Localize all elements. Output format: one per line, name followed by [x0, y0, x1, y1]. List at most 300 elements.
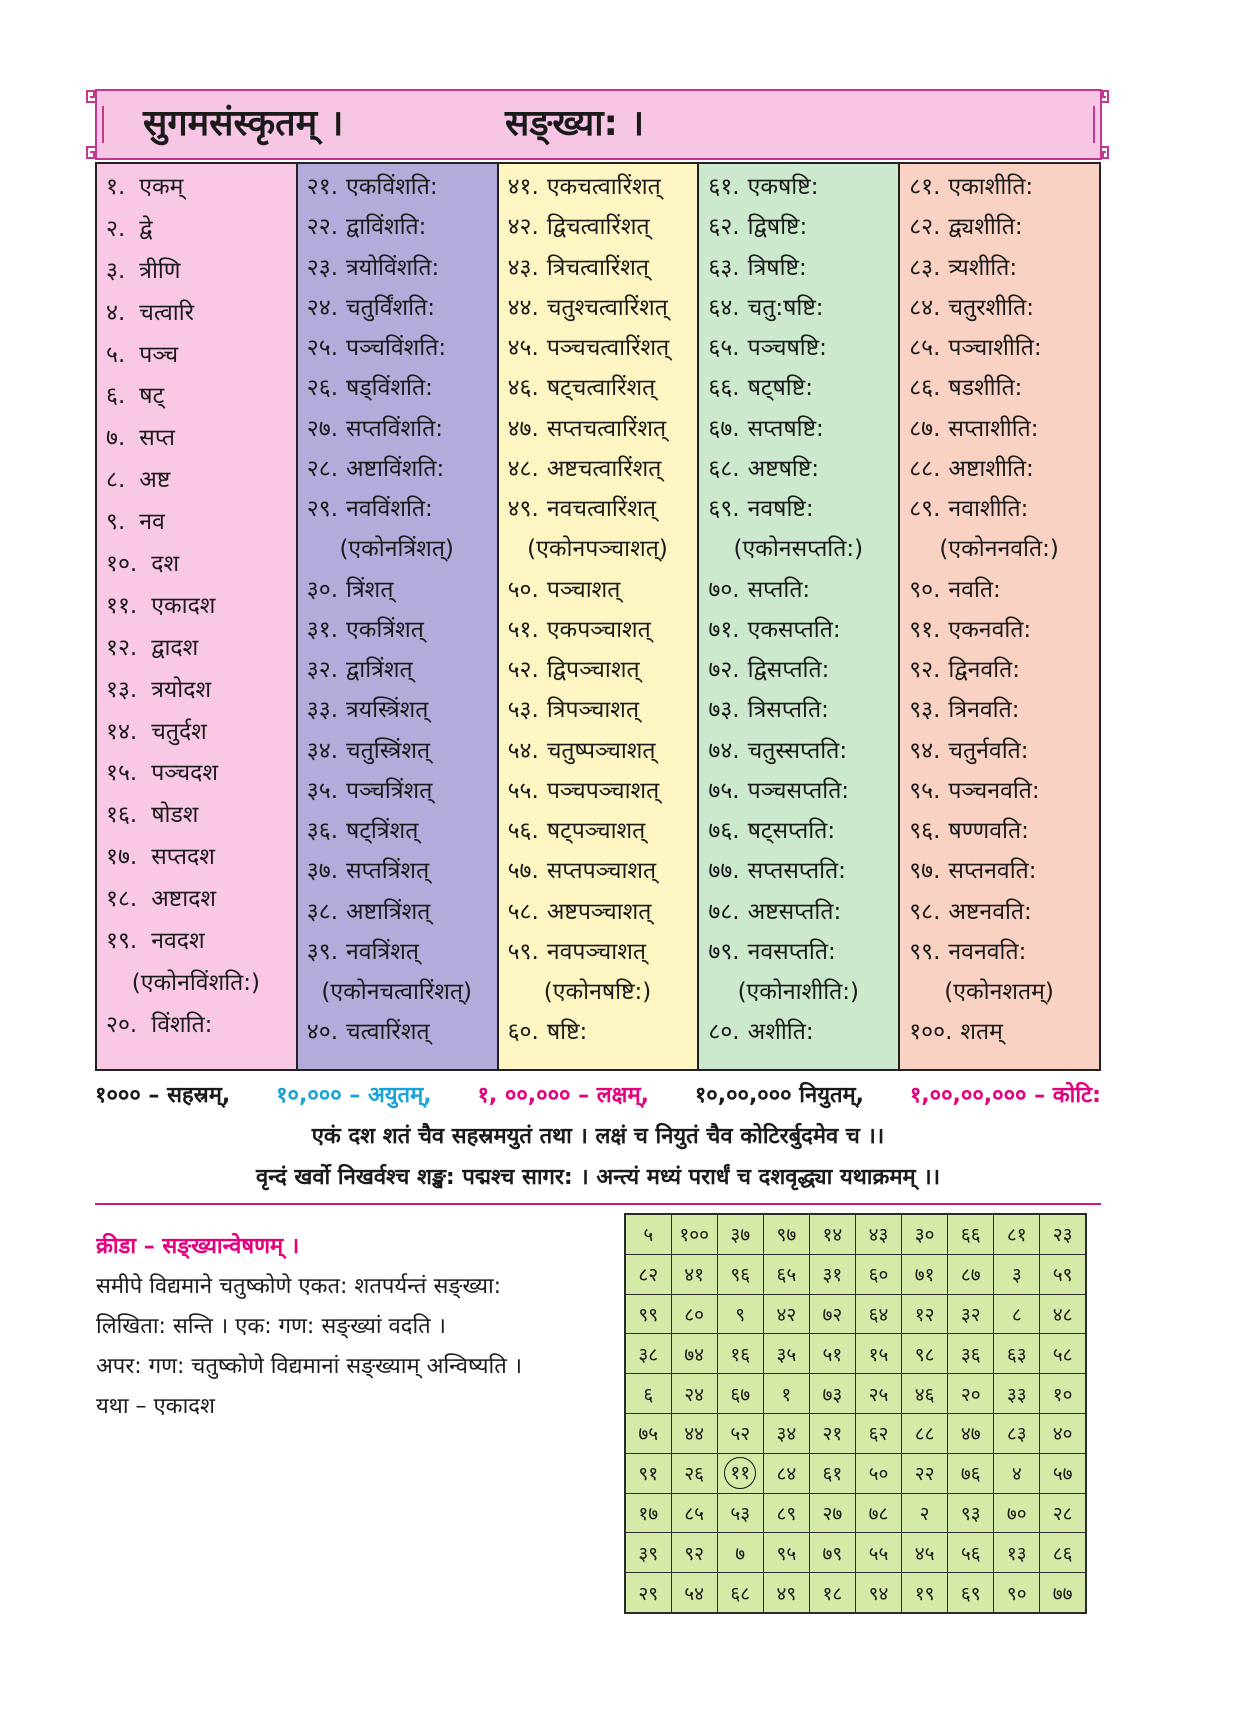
grid-cell: ८८ [902, 1413, 948, 1453]
grid-cell: ८६ [1040, 1533, 1086, 1573]
number-row [106, 670, 292, 712]
numeral: ८०. [708, 1019, 740, 1046]
grid-cell: ६६ [948, 1214, 994, 1254]
alternate-name: (एकोनपञ्चाशत्) [527, 536, 668, 563]
numeral: ४४. [507, 294, 539, 321]
number-word: विंशति: [151, 1011, 213, 1038]
number-row [508, 167, 694, 207]
number-row [106, 167, 292, 209]
numeral: ९०. [909, 576, 941, 603]
grid-cell: ६२ [855, 1413, 901, 1453]
grid-cell: ८७ [948, 1254, 994, 1294]
lesson-title: सङ्ख्या: । [505, 103, 645, 144]
alternate-name: (एकोननवति:) [939, 536, 1059, 563]
grid-cell: ५ [625, 1214, 671, 1254]
grid-cell: ९८ [902, 1334, 948, 1374]
number-row [106, 753, 292, 795]
number-word: षोडश [151, 802, 199, 829]
number-row [508, 811, 694, 851]
grid-cell: ८४ [763, 1453, 809, 1493]
number-row [106, 293, 292, 335]
number-word: षण्णवति: [948, 818, 1029, 844]
number-row [909, 610, 1095, 650]
numeral: ७५. [708, 777, 740, 804]
number-word: द्विसप्तति: [747, 657, 830, 683]
number-row [508, 328, 694, 368]
number-row [708, 1012, 894, 1052]
alternate-name: (एकोनचत्वारिंशत्) [321, 979, 472, 1005]
grid-cell: ४४ [671, 1413, 717, 1453]
numeral: ८१. [909, 174, 941, 200]
number-row [508, 248, 694, 288]
number-word: नवपञ्चाशत् [546, 938, 646, 965]
grid-cell: ३८ [625, 1334, 671, 1374]
numeral: ६९. [708, 496, 740, 522]
number-word: सप्तनवति: [948, 858, 1037, 885]
number-word: चत्वारि [139, 299, 195, 326]
number-row [106, 712, 292, 754]
grid-cell: ३६ [948, 1334, 994, 1374]
grid-cell: ६९ [948, 1573, 994, 1613]
grid-cell: ६१ [809, 1453, 855, 1493]
grid-cell: ४ [994, 1453, 1040, 1493]
number-word: त्रीणि [139, 257, 181, 284]
grid-cell: ३५ [763, 1334, 809, 1374]
number-row [708, 610, 894, 650]
number-row [307, 811, 493, 851]
numeral: ४०. [306, 1019, 339, 1046]
number-row [909, 368, 1095, 408]
number-row [909, 650, 1095, 690]
numeral: ३९. [306, 938, 339, 965]
number-word: सप्तति: [747, 576, 811, 603]
number-word: शतम् [960, 1019, 1003, 1046]
grid-cell: १९ [902, 1573, 948, 1613]
grid-cell: २८ [1040, 1493, 1086, 1533]
numeral: १. [106, 174, 126, 200]
grid-cell: २३ [1040, 1214, 1086, 1254]
numeral: ६४. [708, 294, 740, 321]
grid-cell: ८९ [763, 1493, 809, 1533]
numeral: ५४. [507, 737, 539, 764]
grid-cell: २७ [809, 1493, 855, 1533]
numeral: २७. [306, 415, 339, 442]
numeral: १८. [106, 886, 138, 913]
grid-cell: ३७ [717, 1214, 763, 1254]
grid-cell: २४ [671, 1374, 717, 1414]
numeral: ४६. [507, 375, 539, 402]
grid-cell: ९ [717, 1294, 763, 1334]
number-word: द्विपञ्चाशत् [546, 657, 640, 683]
number-row [307, 1012, 493, 1052]
number-word: अष्टषष्टि: [747, 455, 820, 482]
number-row [708, 932, 894, 972]
number-row [106, 1005, 292, 1047]
grid-cell: १० [1040, 1374, 1086, 1414]
grid-cell: ३ [994, 1254, 1040, 1294]
number-word: द्विषष्टि: [747, 214, 808, 241]
number-row [508, 610, 694, 650]
instruction-line: समीपे विद्यमाने चतुष्कोणे एकत: शतपर्यन्तं सङ्ख्या: [96, 1274, 502, 1299]
number-row [909, 409, 1095, 449]
number-row [508, 449, 694, 489]
numeral: २८. [306, 455, 339, 482]
number-row [106, 335, 292, 377]
number-word: एकम् [139, 174, 184, 200]
place-value-term: १०,००,००० नियुतम्, [694, 1083, 865, 1108]
number-word: पञ्चत्रिंशत् [346, 777, 433, 804]
place-value-term: १०,००० – अयुतम्, [276, 1083, 432, 1108]
number-word: अष्ट [139, 467, 171, 494]
number-word: पञ्चपञ्चाशत् [546, 777, 660, 804]
grid-cell: ९४ [855, 1573, 901, 1613]
numeral: ५३. [507, 697, 539, 724]
grid-cell: ९१ [625, 1453, 671, 1493]
grid-cell: ८१ [994, 1214, 1040, 1254]
number-row [106, 460, 292, 502]
grid-cell: १२ [902, 1294, 948, 1334]
number-word: पञ्च [139, 341, 179, 368]
number-table [95, 162, 1101, 1071]
banner-corner-ornament [1101, 91, 1108, 102]
numeral: ४९. [507, 496, 539, 522]
grid-cell: १४ [809, 1214, 855, 1254]
grid-cell: ७९ [809, 1533, 855, 1573]
number-row [106, 795, 292, 837]
number-row [508, 690, 694, 730]
grid-cell: ६७ [717, 1374, 763, 1414]
numeral: ३४. [306, 737, 339, 764]
grid-cell: ८३ [994, 1413, 1040, 1453]
grid-cell: ६५ [763, 1254, 809, 1294]
number-row [708, 489, 894, 529]
grid-cell: २ [902, 1493, 948, 1533]
numeral: ७९. [708, 938, 740, 965]
number-column [699, 164, 900, 1069]
number-word: त्रिंशत् [346, 576, 394, 603]
number-word: नवति: [948, 576, 1001, 603]
number-row [909, 1012, 1095, 1052]
numeral: ६६. [708, 375, 740, 402]
numeral: २०. [106, 1011, 138, 1038]
alternate-name: (एकोनशतम्) [944, 979, 1054, 1005]
book-title: सुगमसंस्कृतम् । [143, 103, 344, 144]
number-row [307, 570, 493, 610]
grid-cell: ८५ [671, 1493, 717, 1533]
grid-row [625, 1254, 1086, 1294]
number-word: नवत्रिंशत् [346, 938, 419, 965]
number-word: त्रयस्त्रिंशत् [346, 697, 429, 724]
number-row [708, 288, 894, 328]
numeral: ९४. [909, 737, 941, 764]
number-row [106, 628, 292, 670]
grid-body [625, 1214, 1086, 1613]
numeral: ३. [106, 257, 126, 284]
numeral: ८. [106, 467, 126, 494]
grid-cell: ५४ [671, 1573, 717, 1613]
numeral: ७६. [708, 818, 740, 844]
number-row [106, 251, 292, 293]
number-row [106, 544, 292, 586]
number-word: चतुस्सप्तति: [747, 737, 848, 764]
number-row [708, 690, 894, 730]
numeral: ७२. [708, 657, 740, 683]
numeral: ९. [106, 509, 126, 536]
number-row [508, 489, 694, 529]
grid-cell: ७३ [809, 1374, 855, 1414]
number-word: एकत्रिंशत् [346, 616, 424, 643]
circled-number: ११ [724, 1457, 756, 1489]
number-word: षट्सप्तति: [747, 818, 836, 844]
number-word: सप्तदश [151, 844, 215, 871]
numeral: ७८. [708, 898, 740, 925]
number-word: सप्तसप्तति: [747, 858, 846, 885]
number-word: त्रिषष्टि: [747, 254, 807, 281]
number-row [909, 328, 1095, 368]
number-word: नवविंशति: [346, 496, 433, 522]
number-word: त्रिनवति: [948, 697, 1020, 724]
numeral: ९७. [909, 858, 941, 885]
number-word: षट् [139, 383, 165, 410]
numeral: ९५. [909, 777, 941, 804]
numeral: ४२. [507, 214, 539, 241]
grid-cell: १६ [717, 1334, 763, 1374]
grid-cell: ३४ [763, 1413, 809, 1453]
number-row [708, 731, 894, 771]
grid-cell: ९७ [763, 1214, 809, 1254]
number-word: अष्टपञ्चाशत् [546, 898, 652, 925]
grid-row [625, 1374, 1086, 1414]
grid-cell: ४२ [763, 1294, 809, 1334]
grid-cell: ६ [625, 1374, 671, 1414]
number-row [909, 167, 1095, 207]
grid-cell: ६४ [855, 1294, 901, 1334]
number-row [508, 1012, 694, 1052]
number-word: द्विनवति: [948, 657, 1020, 683]
number-row [708, 851, 894, 891]
verse-line: वृन्दं खर्वो निखर्वश्च शङ्ख: पद्मश्च सागर: । अन्त्यं मध्यं परार्धं च दशवृद्ध्या यथाक्रमम् ।। [255, 1165, 941, 1190]
numeral: ७३. [708, 697, 740, 724]
grid-cell: ९५ [763, 1533, 809, 1573]
grid-row [625, 1453, 1086, 1493]
numeral: ६५. [708, 335, 740, 361]
grid-cell: ६० [855, 1254, 901, 1294]
numeral: १००. [909, 1019, 953, 1046]
number-row [708, 650, 894, 690]
number-word: एकचत्वारिंशत् [546, 174, 661, 200]
alternate-name: (एकोनविंशति:) [131, 969, 261, 996]
grid-cell: ८२ [625, 1254, 671, 1294]
number-row [307, 771, 493, 811]
grid-cell: ९३ [948, 1493, 994, 1533]
numeral: ९६. [909, 818, 941, 844]
grid-cell: ५१ [809, 1334, 855, 1374]
grid-cell: १०० [671, 1214, 717, 1254]
number-word: एकषष्टि: [747, 174, 819, 200]
number-row [307, 449, 493, 489]
number-word: नवदश [151, 928, 205, 955]
numeral: ३२. [306, 657, 339, 683]
numeral: १७. [106, 844, 138, 871]
grid-cell: ४८ [1040, 1294, 1086, 1334]
numeral: ९१. [909, 616, 941, 643]
numeral: ४८. [507, 455, 539, 482]
numeral: ७१. [708, 616, 740, 643]
numeral: २२. [306, 214, 339, 241]
number-word: अष्टसप्तति: [747, 898, 842, 925]
numeral: ६. [106, 383, 126, 410]
numeral: ६३. [708, 254, 740, 281]
numeral: ८९. [909, 496, 941, 522]
number-row [909, 489, 1095, 529]
numeral: ३०. [306, 576, 339, 603]
number-word: एकविंशति: [346, 174, 438, 200]
numeral: ५२. [507, 657, 539, 683]
number-row [508, 851, 694, 891]
numeral: ३६. [306, 818, 339, 844]
number-column [499, 164, 700, 1069]
divider-rule [95, 1203, 1101, 1205]
numeral: ८२. [909, 214, 941, 241]
grid-cell: २० [948, 1374, 994, 1414]
numeral: ३३. [306, 697, 339, 724]
grid-cell: ३१ [809, 1254, 855, 1294]
numeral: ७४. [708, 737, 740, 764]
number-word: द्वाविंशति: [346, 214, 427, 241]
number-row [508, 892, 694, 932]
grid-row [625, 1294, 1086, 1334]
number-row [708, 771, 894, 811]
number-word: अष्टाशीति: [948, 455, 1034, 482]
grid-cell: ४५ [902, 1533, 948, 1573]
grid-row [625, 1413, 1086, 1453]
number-word: पञ्चाशीति: [948, 335, 1042, 361]
number-word: द्व्यशीति: [948, 214, 1023, 241]
grid-row [625, 1493, 1086, 1533]
numeral: ७७. [708, 858, 740, 885]
numeral: ४१. [507, 174, 539, 200]
number-row [909, 449, 1095, 489]
numeral: ११. [106, 592, 138, 619]
title-banner [84, 88, 1110, 162]
numeral: ९२. [909, 657, 941, 683]
number-word: पञ्चचत्वारिंशत् [546, 335, 670, 361]
number-column [900, 164, 1099, 1069]
number-row [106, 376, 292, 418]
grid-cell: ५९ [1040, 1254, 1086, 1294]
number-word: त्रयोविंशति: [346, 254, 440, 281]
number-row [307, 328, 493, 368]
number-row [909, 207, 1095, 247]
numeral: ३८. [306, 898, 339, 925]
numeral: ८७. [909, 415, 941, 442]
numeral: ८४. [909, 294, 941, 321]
place-value-term: १,००,००,००० – कोटि: [909, 1083, 1101, 1108]
number-word: षट्चत्वारिंशत् [546, 375, 656, 402]
number-word: त्रिपञ्चाशत् [546, 697, 640, 724]
grid-cell: २२ [902, 1453, 948, 1493]
number-row [909, 892, 1095, 932]
number-word: अष्टादश [151, 886, 217, 913]
number-row [307, 690, 493, 730]
grid-cell: २५ [855, 1374, 901, 1414]
number-word: पञ्चनवति: [948, 777, 1040, 804]
numeral: ४७. [507, 415, 539, 442]
grid-cell: ७८ [855, 1493, 901, 1533]
grid-cell: ४९ [763, 1573, 809, 1613]
grid-cell: ४० [1040, 1413, 1086, 1453]
numeral: ५५. [507, 777, 539, 804]
numeral: ६७. [708, 415, 740, 442]
numeral: ७०. [708, 576, 740, 603]
number-word: अशीति: [747, 1019, 814, 1046]
number-row [307, 207, 493, 247]
grid-cell: ६८ [717, 1573, 763, 1613]
number-row [307, 650, 493, 690]
grid-cell: ७१ [902, 1254, 948, 1294]
number-row [307, 932, 493, 972]
numeral: १५. [106, 760, 138, 787]
numeral: ९९. [909, 938, 941, 965]
numeral: ५७. [507, 858, 539, 885]
verse-line: एकं दश शतं चैव सहस्रमयुतं तथा । लक्षं च नियुतं चैव कोटिरर्बुदमेव च ।। [311, 1124, 885, 1149]
number-word: नव [139, 509, 165, 536]
number-word: अष्टात्रिंशत् [346, 898, 431, 925]
grid-cell: ९६ [717, 1254, 763, 1294]
numeral: २६. [306, 375, 339, 402]
number-row [508, 570, 694, 610]
number-row [708, 892, 894, 932]
alternate-name: (एकोनषष्टि:) [543, 979, 652, 1005]
number-row [708, 167, 894, 207]
numeral: १२. [106, 634, 138, 661]
alternate-name: (एकोनसप्तति:) [733, 536, 864, 563]
grid-cell-circled [717, 1453, 763, 1493]
number-word: षट्त्रिंशत् [346, 818, 419, 844]
place-value-term: १००० – सहस्रम्, [95, 1083, 231, 1108]
numeral: १९. [106, 928, 138, 955]
number-word: एकसप्तति: [747, 616, 841, 643]
grid-cell: ३३ [994, 1374, 1040, 1414]
number-row [508, 409, 694, 449]
numeral: ९८. [909, 898, 941, 925]
numeral: ६०. [507, 1019, 539, 1046]
numeral: ६८. [708, 455, 740, 482]
number-row [106, 879, 292, 921]
number-row [909, 811, 1095, 851]
number-word: चतु:षष्टि: [747, 294, 824, 321]
number-word: षड्विंशति: [346, 375, 433, 402]
grid-cell: ५३ [717, 1493, 763, 1533]
number-word: एकादश [151, 592, 216, 619]
grid-row [625, 1334, 1086, 1374]
grid-cell: ७४ [671, 1334, 717, 1374]
number-word: त्र्यशीति: [948, 254, 1018, 281]
grid-cell: ५२ [717, 1413, 763, 1453]
numeral: ३१. [306, 616, 339, 643]
grid-row [625, 1573, 1086, 1613]
grid-cell: ८ [994, 1294, 1040, 1334]
number-row [909, 851, 1095, 891]
numeral: ५९. [507, 938, 539, 965]
number-word: एकपञ्चाशत् [546, 616, 651, 643]
number-word: नवनवति: [948, 938, 1027, 965]
number-row [508, 731, 694, 771]
number-row [106, 837, 292, 879]
grid-cell: २१ [809, 1413, 855, 1453]
numeral: २४. [306, 294, 339, 321]
instruction-line: लिखिता: सन्ति । एक: गण: सङ्ख्यां वदति । [96, 1314, 447, 1339]
